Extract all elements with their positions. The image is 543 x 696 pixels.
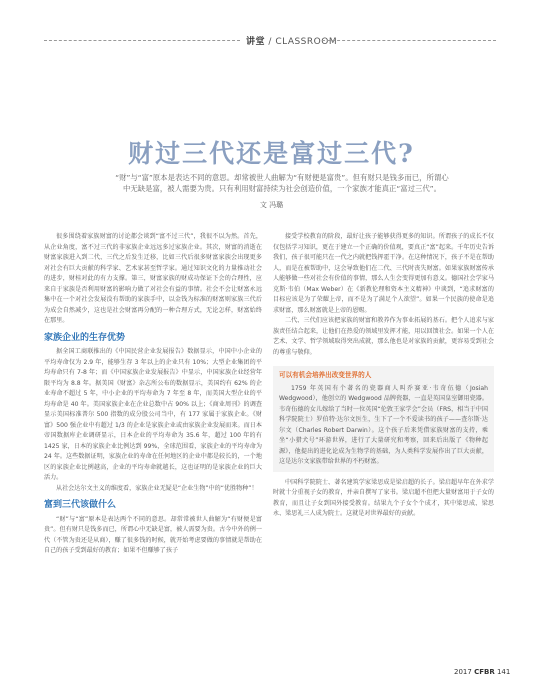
section-cn: 讲堂 — [246, 37, 266, 47]
paragraph: 中国科学院院士、著名建筑学家梁思成是梁启超的长子。梁启超早年在外求学时就十分重视子女的教育，并亲自撰写了家书。梁启超不但把大量财富用于子女的教育，而且让子女到国外接受教育。结果九个子女个个成才，其中梁思成、梁思永、梁思礼三人成为院士。这就是对世界最好的贡献。 — [273, 478, 494, 517]
paragraph: 据全国工商联推出的《中国民营企业发展报告》数据显示，中国中小企业的平均寿命仅为 2.9 年，能够生存 3 年以上的企业只有 10%；大型企业集团的平均寿命只有 7-8 年；而《中国家族企业发展报告》中显示，中国家族企业经营年限平均为 8.8 年。据美国《财富》杂志所公布的数据显示，美国约有 62% 的企业寿命不超过 5 年，中小企业的平均寿命为 7 年至 8 年，而美国大型企业的平均寿命是 40 年。美国家族企业在企业总数中占 90% 以上；《商业周刊》的调查显示美国标准普尔 500 指数的成分股公司当中，有 177 家属于家族企业。《财富》500 强企业中有超过 1/3 的企业是家族企业或由家族企业发展而来。而日本帝国数据库企业调研显示，日本企业的平均寿命为 35.6 年，超过 100 年的有 1425 家，日本的家族企业比例达到 99%，全球范围看，家族企业的平均寿命为 24 年。这些数据证明，家族企业的寿命在任何地区的企业中都是较长的，一个地区的家族企业比例越高，企业的平均寿命就越长，这也证明的是家族企业的巨大活力。 — [44, 348, 262, 481]
section-heading: 家族企业的生存优势 — [44, 332, 126, 343]
header-rule-left — [44, 40, 240, 41]
section-heading: 富到三代该做什么 — [44, 500, 117, 510]
section-en: CLASSROOM — [275, 37, 338, 47]
article-title: 财过三代还是富过三代? — [128, 139, 415, 168]
text-column-left — [44, 232, 262, 672]
footer-year: 2017 — [454, 668, 472, 676]
paragraph: 二代、三代们应该把家族的财富和教养作为事业拓展的基石。把个人追求与家族责任结合起来，让他们在热爱的领域里发挥才能，用以回馈社会。如果一个人在艺术、文学、哲学领域取得突出成就，那么他也是对家族的贡献，更容易受到社会的尊重与敬仰。 — [273, 317, 494, 356]
paragraph: 接受学校教育的阶段，最好让孩子能够获得更多的知识。所谓孩子的成长不仅仅包括学习知识，更在于建立一个正确的价值观，要真正“富”起来。千年历史告诉我们，孩子很可能只在一代之内就把钱挥霍干净。在这种情况下，孩子不是在帮助人，而是在被帮助中，这会导致他们在二代、三代时丧失财富。如果家族财富传承人能够做一些对社会有价值的事情，那么人生会变得更加有意义。德国社会学家马克斯·韦伯（Max Weber）在《新教伦理和资本主义精神》中谈到，“追求财富的目标应该是为了荣耀上帝，而不是为了满足个人欲望”。如果一个民族的使命是追求财富，那么财富就是上帝的恩赐。 — [273, 233, 494, 314]
page-footer — [454, 668, 510, 676]
article-author: 文 冯璐 — [259, 201, 284, 209]
section-separator: / — [268, 37, 272, 47]
paragraph: 很多围绕着家族财富的讨论都会谈到“富不过三代”，我很不以为然。首先，从企业角度，富不过三代的非家族企业远远多过家族企业。其次，财富的消逝在财富家族进入到二代、三代之后发生迁移，比如三代后很多财富家族会出现更多对社会有巨大贡献的科学家、艺术家甚至哲学家。通过知识文化的力量推动社会的进步，财桂对此的有力支撑。第三，财富家族的财成功保证下会的合理性，应来自于家族是否利用财富的影响力做了对社会有益的事情。社会不会让财富永远集中在一个对社会发展没有帮助的家族手中，以金钱为标准的财富则家族三代后为成会自然减少，这也是社会财富再分配的一种合理方式，无论怎样，财富始终在那里。 — [44, 233, 262, 324]
page-number: 141 — [496, 668, 511, 676]
paragraph: “财”与“富”原本是表达两个不同的意思。却常常被世人曲解为“有财便是富贵”。但有财只是钱多而已，所谓心中无缺是富，被人需要为贵。古今中外的例一代（不管为贵还是从商），赚了很多钱的时候，就开始考虑要做的事情就是帮助在自己的孩子受到最好的教育；如果不但赚够了孩子 — [44, 515, 262, 554]
text-column-right — [273, 232, 494, 672]
article-lead: “财”与“富”原本是表达不同的意思。却常被世人曲解为“有财便是富贵”。但有财只是钱多而已，所谓心中无缺是富，被人需要为贵。只有利用财富持续为社会创造价值，一个家族才能真正“富过三代”。 — [115, 173, 449, 193]
sidebar-box — [273, 366, 494, 472]
header-rule-right — [322, 40, 496, 41]
paragraph: 从社会达尔文主义的维度看，家族企业无疑是“企业生物”中的“优胜物种”！ — [56, 484, 258, 492]
sidebar-box-title: 可以有机会培养出改变世界的人 — [279, 371, 372, 379]
footer-magazine: CFBR — [474, 668, 495, 676]
paragraph: 1759 年英国有个著名的瓷器商人叫乔赛亚·韦奇伍德（Josiah Wedgwood），他创立的 Wedgwood 品牌瓷器，一直是英国皇室御用瓷器。韦奇伍德的女儿嫁给了当时一位英国“伦敦王家学会”会员（FRS，相当于中国科学院院士）罗伯特·达尔文医生，生下了一个不爱读书的孩子——查尔斯·达尔文（Charles Robert Darwin）。这个孩子后来凭借家族财富的支持，乘坐“小猎犬号”环游世界，进行了大量研究和考察，回来后出版了《物种起源》，他提出的进化论成为生物学的基础，为人类科学发展作出了巨大贡献，这是达尔文家族带给世界的不朽财富。 — [279, 384, 488, 465]
